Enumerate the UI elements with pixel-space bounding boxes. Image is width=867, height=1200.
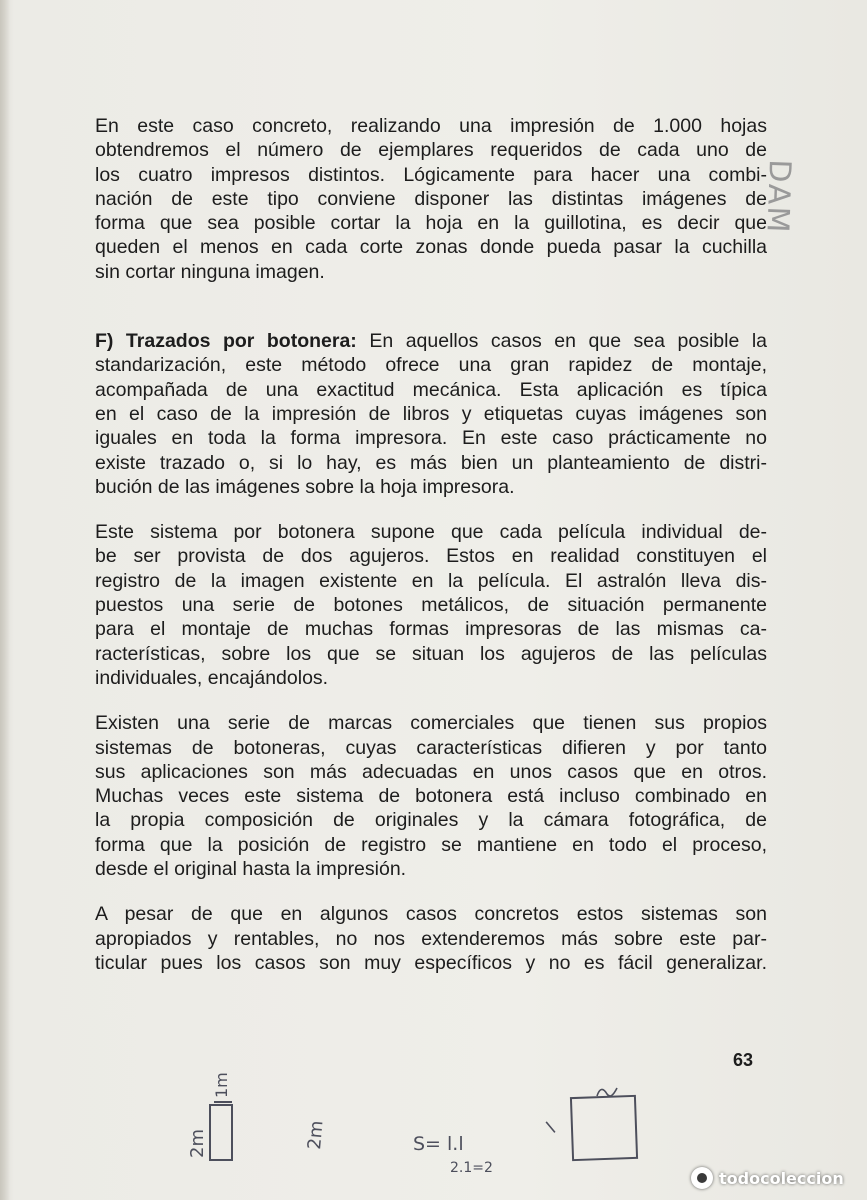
text-line: registro de la imagen existente en la película. El astralón lleva dis- [95, 569, 767, 592]
paragraph-1 [95, 114, 767, 284]
handwritten-note: 2m [304, 1119, 328, 1151]
text-line: be ser provista de dos agujeros. Estos en realidad constituyen el [95, 545, 767, 568]
margin-pencil-note: DAM [759, 158, 797, 235]
spine-shadow [0, 0, 10, 1200]
text-line: iguales en toda la forma impresora. En este caso prácticamente no [95, 427, 767, 450]
text-line: individuales, encajándolos. [95, 666, 329, 689]
page-number: 63 [733, 1050, 754, 1070]
paragraph-4 [95, 711, 767, 881]
text-line: En este caso concreto, realizando una impresión de 1.000 hojas [95, 115, 767, 137]
text-line: Este sistema por botonera supone que cada película individual de- [95, 521, 767, 544]
text-line [95, 329, 767, 353]
text-line: bución de las imágenes sobre la hoja impresora. [95, 475, 515, 498]
text-line: ticular pues los casos son muy específicos y no es fácil generalizar. [95, 951, 767, 974]
text-line: nación de este tipo conviene disponer las distintas imágenes de [95, 187, 767, 210]
paragraph-5 [95, 902, 767, 975]
handwritten-note: 2m [187, 1129, 208, 1158]
heading-line-rest: En aquellos casos en que sea posible la [356, 330, 767, 353]
text-line: para el montaje de muchas formas impresoras de las mismas ca- [95, 618, 767, 641]
text-line: acompañada de una exactitud mecánica. Esta aplicación es típica [95, 378, 767, 401]
paragraph-3 [95, 520, 767, 690]
text-line: queden el menos en cada corte zonas donde pueda pasar la cuchilla [95, 236, 767, 259]
text-line: los cuatro impresos distintos. Lógicamente para hacer una combi- [95, 163, 767, 186]
text-line: puestos una serie de botones metálicos, de situación permanente [95, 594, 767, 617]
watermark-logo-icon [691, 1167, 713, 1189]
text-line: racterísticas, sobre los que se situan los agujeros de las películas [95, 642, 767, 665]
text-line: desde el original hasta la impresión. [95, 858, 407, 881]
watermark [691, 1167, 844, 1189]
text-line: sin cortar ninguna imagen. [95, 260, 325, 283]
sketch-rectangle-2 [571, 1096, 637, 1160]
handwritten-formula: S= l.l [413, 1133, 464, 1155]
text-line: forma que sea posible cortar la hoja en la guillotina, es decir que [95, 212, 767, 235]
text-line: existe trazado o, si lo hay, es más bien un planteamiento de distri- [95, 451, 767, 474]
sketch-scribble [597, 1088, 617, 1096]
sketch-rectangle-1 [210, 1105, 232, 1160]
text-line: sus aplicaciones son más adecuadas en unos casos que en otros. [95, 760, 767, 783]
watermark-text: todocoleccion [719, 1168, 844, 1188]
text-line: A pesar de que en algunos casos concretos estos sistemas son [95, 903, 767, 926]
handwritten-formula: 2.1=2 [450, 1160, 493, 1176]
text-line: standarización, este método ofrece una gran rapidez de montaje, [95, 354, 767, 377]
page-body-text [95, 114, 767, 975]
text-line: obtendremos el número de ejemplares requeridos de cada uno de [95, 139, 767, 162]
text-line: en el caso de la impresión de libros y etiquetas cuyas imágenes son [95, 402, 767, 425]
paragraph-2 [95, 329, 767, 499]
text-line: forma que la posición de registro se mantiene en todo el proceso, [95, 833, 767, 856]
handwritten-note: 1m [212, 1072, 231, 1098]
text-line: apropiados y rentables, no nos extenderemos más sobre este par- [95, 927, 767, 950]
text-line: la propia composición de originales y la cámara fotográfica, de [95, 809, 767, 832]
text-line: sistemas de botoneras, cuyas características difieren y por tanto [95, 736, 767, 759]
handwritten-note: l [542, 1118, 561, 1138]
text-line: Muchas veces este sistema de botonera está incluso combinado en [95, 785, 767, 808]
section-heading: F) Trazados por botonera: [95, 330, 357, 353]
text-line: Existen una serie de marcas comerciales que tienen sus propios [95, 712, 767, 735]
